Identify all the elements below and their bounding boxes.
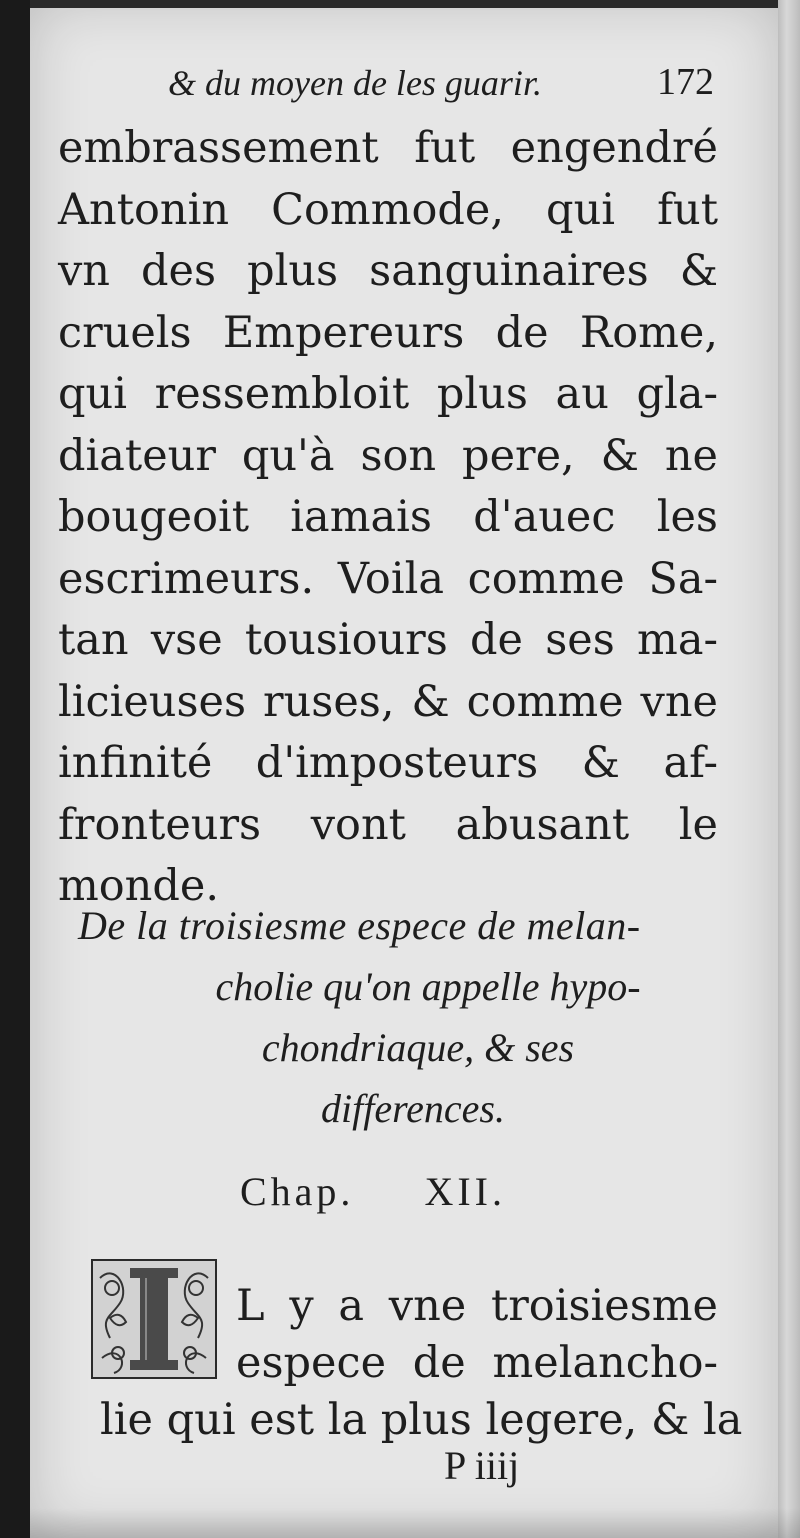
page-edge: [778, 0, 800, 1538]
chapter-line: espece de melancho-: [236, 1338, 718, 1388]
page-number: 172: [657, 61, 714, 103]
running-head: [140, 52, 718, 112]
signature-mark: P iiij: [444, 1443, 520, 1488]
body-line: tan vse tousiours de ses ma-: [58, 615, 718, 665]
body-line: vn des plus sanguinaires &: [58, 246, 718, 296]
body-line: monde.: [58, 861, 219, 911]
heading-line: differences.: [320, 1086, 505, 1131]
chapter-line: lie qui est la plus legere, & la: [100, 1395, 743, 1445]
chapter-word: Chap.: [240, 1169, 355, 1214]
chapter-line: L y a vne troisiesme: [236, 1281, 718, 1331]
body-line: Antonin Commode, qui fut: [58, 184, 718, 235]
heading-line: cholie qu'on appelle hypo-: [215, 964, 641, 1009]
body-line: escrimeurs. Voila comme Sa-: [58, 553, 718, 604]
body-line: cruels Empereurs de Rome,: [58, 307, 718, 358]
body-line: fronteurs vont abusant le: [58, 799, 718, 850]
page-shadow: [30, 1508, 800, 1538]
chapter-number: XII.: [424, 1169, 506, 1214]
chapter-text: [100, 1278, 743, 1449]
heading-line: De la troisiesme espece de melan-: [78, 903, 641, 948]
chapter-label: [240, 1168, 506, 1215]
body-line: bougeoit iamais d'auec les: [58, 492, 718, 542]
body-line: qui ressembloit plus au gla-: [58, 369, 718, 419]
body-text: [58, 118, 718, 918]
chapter-heading: [78, 895, 718, 1139]
heading-line: chondriaque, & ses: [261, 1025, 575, 1070]
body-line: infinité d'imposteurs & af-: [58, 738, 718, 788]
body-line: embrassement fut engendré: [58, 123, 718, 173]
running-head-title: & du moyen de les guarir.: [168, 63, 542, 103]
body-line: licieuses ruses, & comme vne: [58, 676, 718, 727]
body-line: diateur qu'à son pere, & ne: [58, 430, 718, 481]
